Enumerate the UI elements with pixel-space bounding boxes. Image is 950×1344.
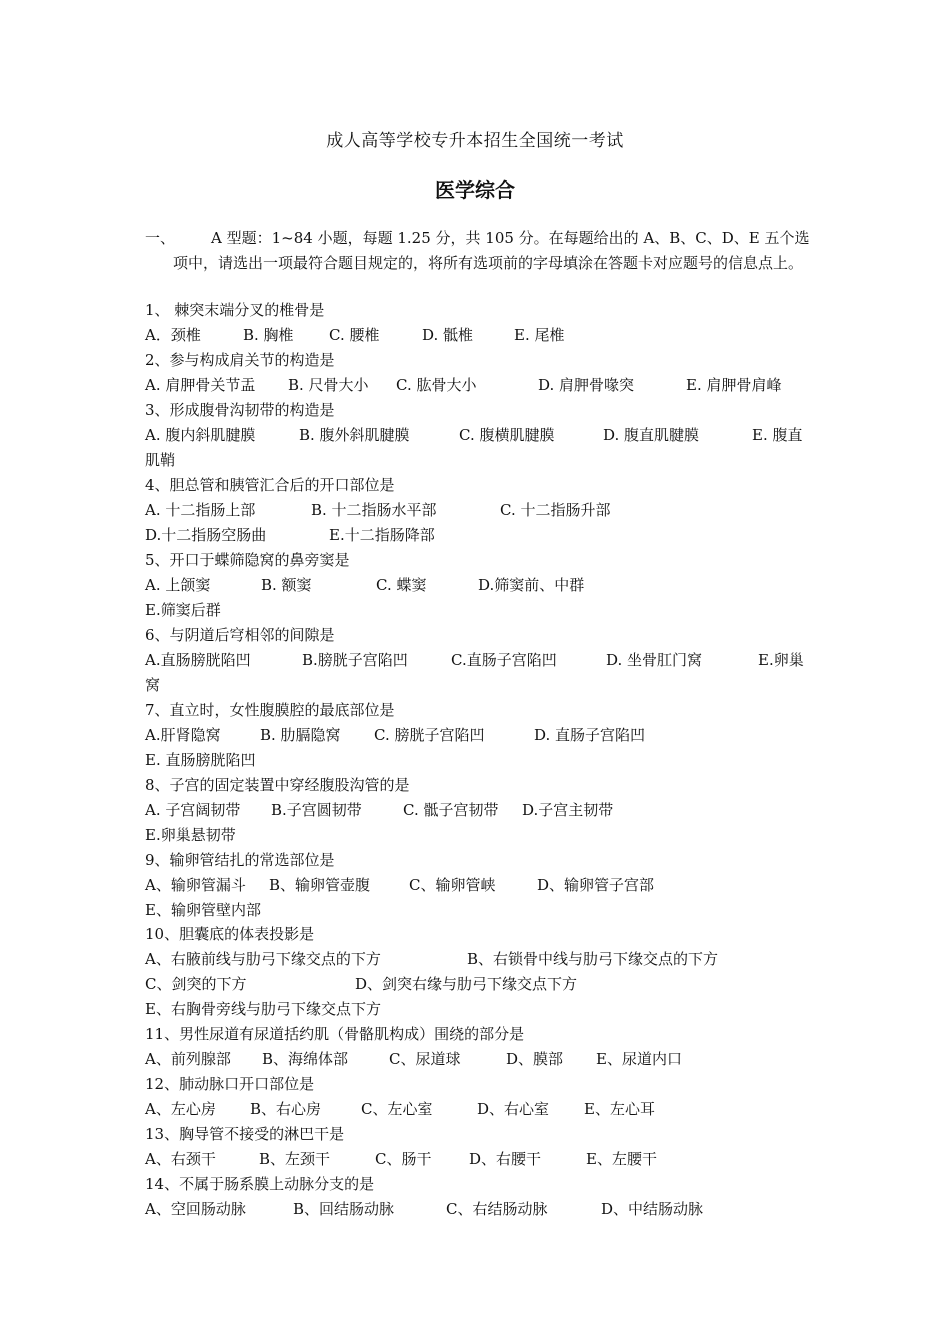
exam-title: 成人高等学校专升本招生全国统一考试 xyxy=(326,131,624,151)
option: E、尿道内口 xyxy=(596,1050,682,1068)
option-continuation: 肌鞘 xyxy=(145,451,176,469)
option: C、右结肠动脉 xyxy=(446,1200,548,1218)
option-continuation: E、右胸骨旁线与肋弓下缘交点下方 xyxy=(145,1000,381,1018)
option: B、回结肠动脉 xyxy=(293,1200,395,1218)
option: B. 十二指肠水平部 xyxy=(311,501,437,519)
option: B、输卵管壶腹 xyxy=(269,876,371,894)
option: C. 腰椎 xyxy=(329,326,380,344)
option: E. 尾椎 xyxy=(514,326,565,344)
section-number: 一、 xyxy=(145,229,176,247)
option: C. 十二指肠升部 xyxy=(500,501,611,519)
option: B. 额窦 xyxy=(261,576,312,594)
option: C、剑突的下方 xyxy=(145,975,247,993)
option: C. 蝶窦 xyxy=(376,576,427,594)
question-stem: 2、参与构成肩关节的构造是 xyxy=(145,351,335,369)
option: B、右心房 xyxy=(250,1100,322,1118)
option: C.直肠子宫陷凹 xyxy=(451,651,557,669)
option: E、左腰干 xyxy=(586,1150,657,1168)
question-stem: 3、形成腹骨沟韧带的构造是 xyxy=(145,401,335,419)
section-instructions xyxy=(145,226,810,276)
option: E.十二指肠降部 xyxy=(329,526,435,544)
option: D. 腹直肌腱膜 xyxy=(603,426,700,444)
option: D. 直肠子宫陷凹 xyxy=(534,726,646,744)
option: B、左颈干 xyxy=(259,1150,331,1168)
option: C、输卵管峡 xyxy=(409,876,496,894)
option: B.膀胱子宫陷凹 xyxy=(302,651,408,669)
question-stem: 7、直立时，女性腹膜腔的最底部位是 xyxy=(145,701,395,719)
option: C. 骶子宫韧带 xyxy=(403,801,499,819)
option: D.筛窦前、中群 xyxy=(478,576,585,594)
option: D.十二指肠空肠曲 xyxy=(145,526,267,544)
question-stem: 9、输卵管结扎的常选部位是 xyxy=(145,851,335,869)
question-stem: 5、开口于蝶筛隐窝的鼻旁窦是 xyxy=(145,551,350,569)
option: D、膜部 xyxy=(506,1050,564,1068)
option: A. 十二指肠上部 xyxy=(145,501,256,519)
option: A、右颈干 xyxy=(145,1150,216,1168)
option: D. 坐骨肛门窝 xyxy=(606,651,703,669)
option: D、输卵管子宫部 xyxy=(537,876,655,894)
option: B、海绵体部 xyxy=(262,1050,349,1068)
option: A、左心房 xyxy=(145,1100,216,1118)
option: D、中结肠动脉 xyxy=(601,1200,704,1218)
question-stem: 8、子宫的固定装置中穿经腹股沟管的是 xyxy=(145,776,410,794)
question-stem: 11、男性尿道有尿道括约肌（骨骼肌构成）围绕的部分是 xyxy=(145,1025,525,1043)
option: C. 膀胱子宫陷凹 xyxy=(374,726,485,744)
option: A. 肩胛骨关节盂 xyxy=(145,376,256,394)
option-continuation: E. 直肠膀胱陷凹 xyxy=(145,751,256,769)
option: E. 肩胛骨肩峰 xyxy=(686,376,782,394)
option: D. 肩胛骨喙突 xyxy=(538,376,635,394)
option: A. 子宫阔韧带 xyxy=(145,801,241,819)
option: C、左心室 xyxy=(361,1100,433,1118)
option: C. 肱骨大小 xyxy=(396,376,477,394)
option: C、肠干 xyxy=(375,1150,432,1168)
option-continuation: E、输卵管壁内部 xyxy=(145,901,261,919)
option: E、左心耳 xyxy=(584,1100,655,1118)
option: D.子宫主韧带 xyxy=(522,801,614,819)
option: B、右锁骨中线与肋弓下缘交点的下方 xyxy=(467,950,719,968)
subject-title: 医学综合 xyxy=(435,178,515,202)
option: D、剑突右缘与肋弓下缘交点下方 xyxy=(355,975,578,993)
question-stem: 14、不属于肠系膜上动脉分支的是 xyxy=(145,1175,375,1193)
option: A. 上颌窦 xyxy=(145,576,211,594)
option: A、前列腺部 xyxy=(145,1050,231,1068)
option: E.卵巢 xyxy=(758,651,804,669)
option: D、右腰干 xyxy=(469,1150,542,1168)
option: A、空回肠动脉 xyxy=(145,1200,246,1218)
question-stem: 6、与阴道后穹相邻的间隙是 xyxy=(145,626,335,644)
option: B. 腹外斜肌腱膜 xyxy=(299,426,410,444)
question-stem: 4、胆总管和胰管汇合后的开口部位是 xyxy=(145,476,395,494)
question-stem: 1、 棘突末端分叉的椎骨是 xyxy=(145,301,325,319)
question-stem: 12、肺动脉口开口部位是 xyxy=(145,1075,315,1093)
option: E. 腹直 xyxy=(752,426,803,444)
option: A、右腋前线与肋弓下缘交点的下方 xyxy=(145,950,381,968)
option-continuation: 窝 xyxy=(145,676,161,694)
option: A.肝肾隐窝 xyxy=(145,726,221,744)
option: B.子宫圆韧带 xyxy=(271,801,362,819)
section-instruction-text: A 型题：1~84 小题，每题 1.25 分，共 105 分。在每题给出的 A、B、C、D、E 五个选项中，请选出一项最符合题目规定的，将所有选项前的字母填涂在答题卡对应题号的信息点上。 xyxy=(173,229,810,272)
option-continuation: E.卵巢悬韧带 xyxy=(145,826,236,844)
option: B. 尺骨大小 xyxy=(288,376,369,394)
option: B. 肋膈隐窝 xyxy=(260,726,341,744)
option: A. 腹内斜肌腱膜 xyxy=(145,426,256,444)
option: B. 胸椎 xyxy=(243,326,294,344)
question-stem: 13、胸导管不接受的淋巴干是 xyxy=(145,1125,345,1143)
option: A、输卵管漏斗 xyxy=(145,876,246,894)
question-stem: 10、胆囊底的体表投影是 xyxy=(145,925,315,943)
option: D. 骶椎 xyxy=(422,326,474,344)
option: C、尿道球 xyxy=(389,1050,461,1068)
option-continuation: E.筛窦后群 xyxy=(145,601,221,619)
option: C. 腹横肌腱膜 xyxy=(459,426,555,444)
option: A．颈椎 xyxy=(145,326,201,344)
option: A.直肠膀胱陷凹 xyxy=(145,651,251,669)
option: D、右心室 xyxy=(477,1100,550,1118)
